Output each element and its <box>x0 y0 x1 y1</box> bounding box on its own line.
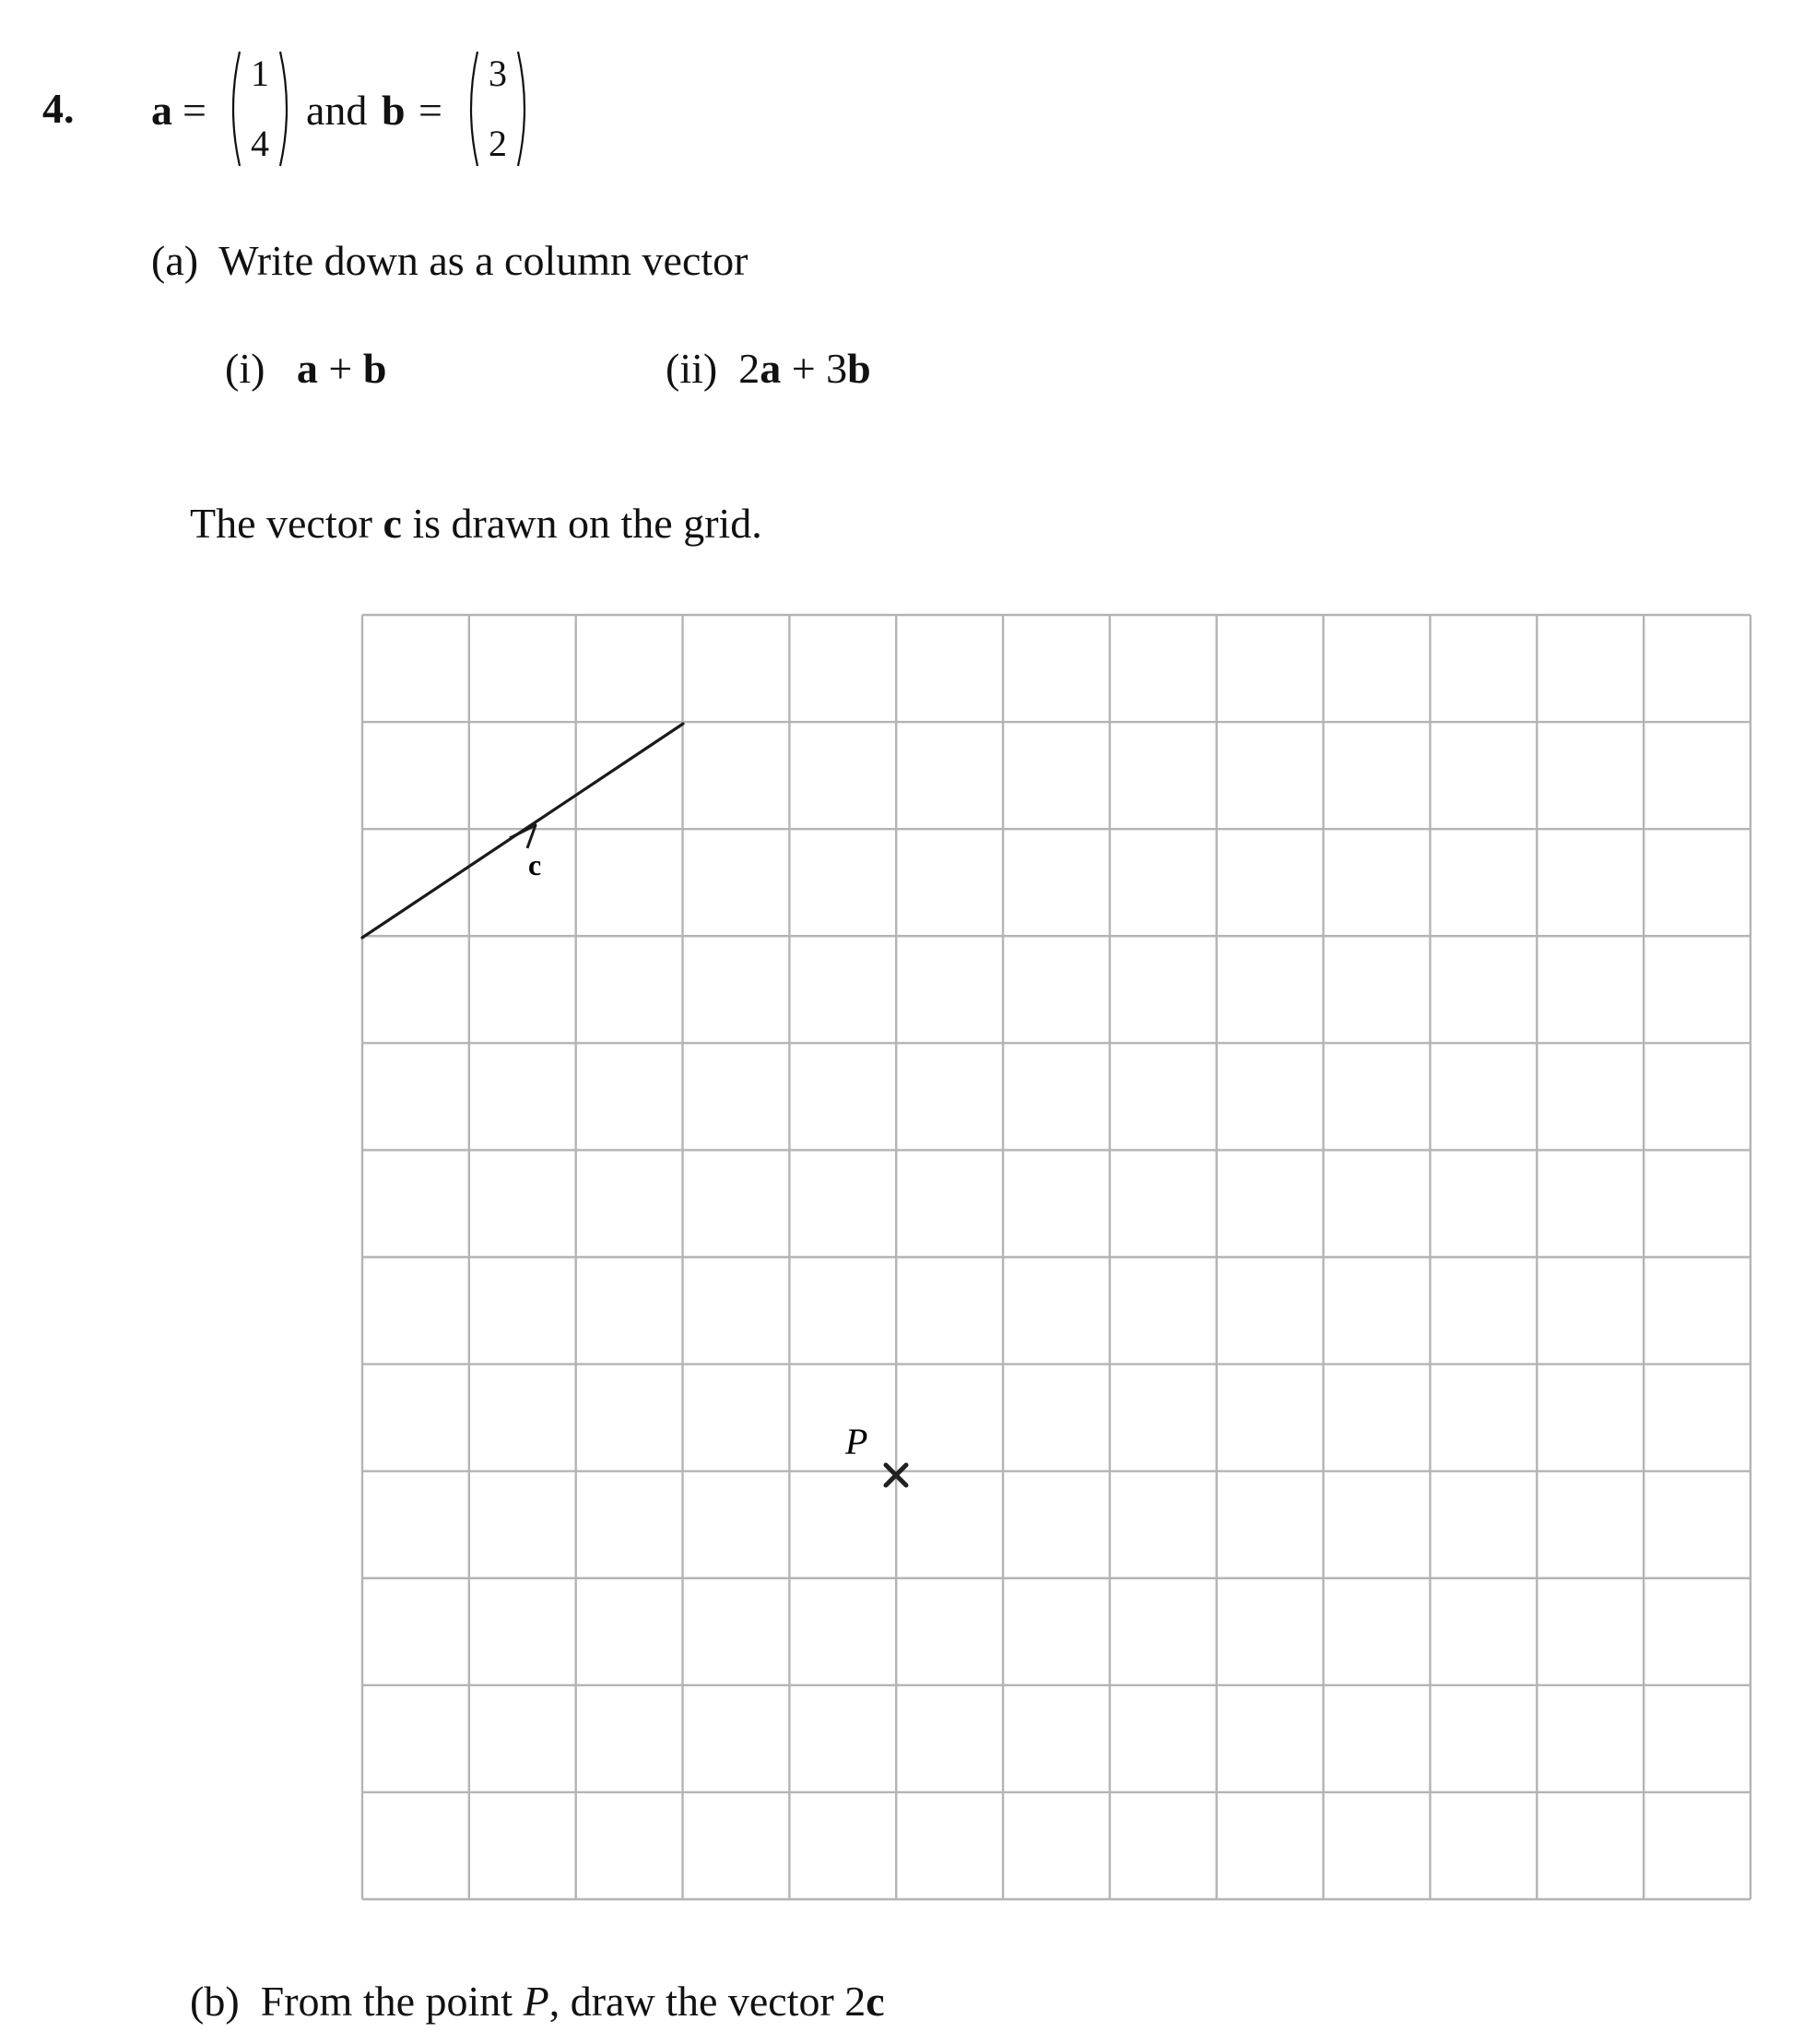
sub-ii-label: (ii) <box>666 345 718 392</box>
vector-b-top: 3 <box>489 53 507 94</box>
part-b <box>190 1980 885 2023</box>
vector-a-equals: = <box>183 87 206 134</box>
sub-i-op: + <box>328 345 353 392</box>
sub-ii-coef-b: 3 <box>826 345 848 392</box>
question-number: 4. <box>42 85 75 132</box>
sub-ii-b: b <box>847 345 871 392</box>
grid-intro-after: is drawn on the grid. <box>412 500 762 547</box>
part-a-instruction: Write down as a column vector <box>218 237 748 284</box>
vector-c-label: c <box>528 848 542 881</box>
part-a-label: (a) <box>151 237 199 284</box>
sub-i-a: a <box>296 345 318 392</box>
part-b-label: (b) <box>190 1978 240 2025</box>
sub-ii-coef-a: 2 <box>738 345 760 392</box>
vector-b-equals: = <box>418 87 442 134</box>
vector-b-name: b <box>382 87 406 134</box>
vector-a-bottom: 4 <box>251 123 269 164</box>
vector-a-name: a <box>151 87 172 134</box>
joiner-and: and <box>306 87 368 134</box>
part-b-point: P <box>523 1978 549 2025</box>
sub-i-b: b <box>362 345 387 392</box>
part-b-text-before: From the point <box>260 1978 513 2025</box>
part-b-text-after: , draw the vector 2 <box>548 1978 866 2025</box>
grid-intro-vector: c <box>383 500 402 547</box>
vector-b-bottom: 2 <box>489 123 507 164</box>
sub-ii-op: + <box>791 345 816 392</box>
point-p-label: P <box>845 1421 868 1462</box>
grid-lines <box>362 615 1750 1899</box>
sub-i-label: (i) <box>225 345 265 392</box>
grid-intro-before: The vector <box>190 500 372 547</box>
sub-ii-a: a <box>760 345 782 392</box>
part-b-vector: c <box>866 1978 885 2025</box>
vector-a-top: 1 <box>251 53 269 94</box>
